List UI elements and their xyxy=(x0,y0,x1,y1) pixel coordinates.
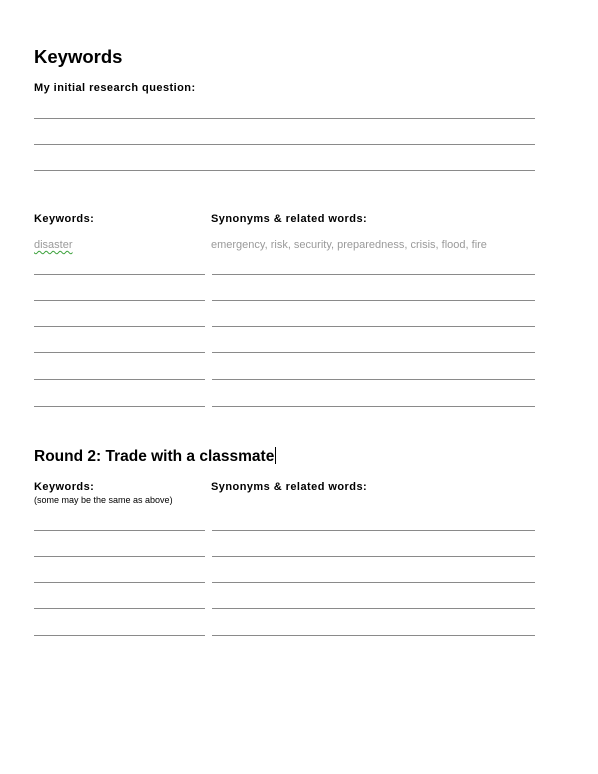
example-keyword: disaster xyxy=(34,239,73,251)
synonyms-column-label: Synonyms & related words: xyxy=(211,213,368,225)
round2-keyword-line[interactable] xyxy=(34,530,205,531)
round2-keyword-line[interactable] xyxy=(34,556,205,557)
synonyms-line[interactable] xyxy=(212,379,535,380)
round2-keywords-note: (some may be the same as above) xyxy=(34,495,173,505)
round2-keyword-line[interactable] xyxy=(34,582,205,583)
keyword-line[interactable] xyxy=(34,326,205,327)
round2-synonyms-line[interactable] xyxy=(212,608,535,609)
keyword-line[interactable] xyxy=(34,406,205,407)
synonyms-line[interactable] xyxy=(212,300,535,301)
synonyms-line[interactable] xyxy=(212,274,535,275)
round2-heading[interactable] xyxy=(34,447,276,467)
keyword-line[interactable] xyxy=(34,352,205,353)
example-synonyms: emergency, risk, security, preparedness, crisis, flood, fire xyxy=(211,239,487,251)
keyword-line[interactable] xyxy=(34,274,205,275)
synonyms-line[interactable] xyxy=(212,352,535,353)
round2-synonyms-line[interactable] xyxy=(212,556,535,557)
research-question-line-1[interactable] xyxy=(34,118,535,119)
synonyms-line[interactable] xyxy=(212,326,535,327)
text-cursor xyxy=(275,447,276,464)
research-question-line-3[interactable] xyxy=(34,170,535,171)
keywords-column-label: Keywords: xyxy=(34,213,95,225)
round2-keyword-line[interactable] xyxy=(34,635,205,636)
keyword-line[interactable] xyxy=(34,300,205,301)
research-question-line-2[interactable] xyxy=(34,144,535,145)
round2-heading-text: Round 2: Trade with a classmate xyxy=(34,448,275,465)
round2-synonyms-line[interactable] xyxy=(212,582,535,583)
keyword-line[interactable] xyxy=(34,379,205,380)
round2-keywords-label: Keywords: xyxy=(34,481,95,493)
round2-synonyms-label: Synonyms & related words: xyxy=(211,481,368,493)
research-question-label: My initial research question: xyxy=(34,82,196,94)
round2-synonyms-line[interactable] xyxy=(212,530,535,531)
synonyms-line[interactable] xyxy=(212,406,535,407)
round2-keyword-line[interactable] xyxy=(34,608,205,609)
page-title: Keywords xyxy=(34,46,123,67)
round2-synonyms-line[interactable] xyxy=(212,635,535,636)
